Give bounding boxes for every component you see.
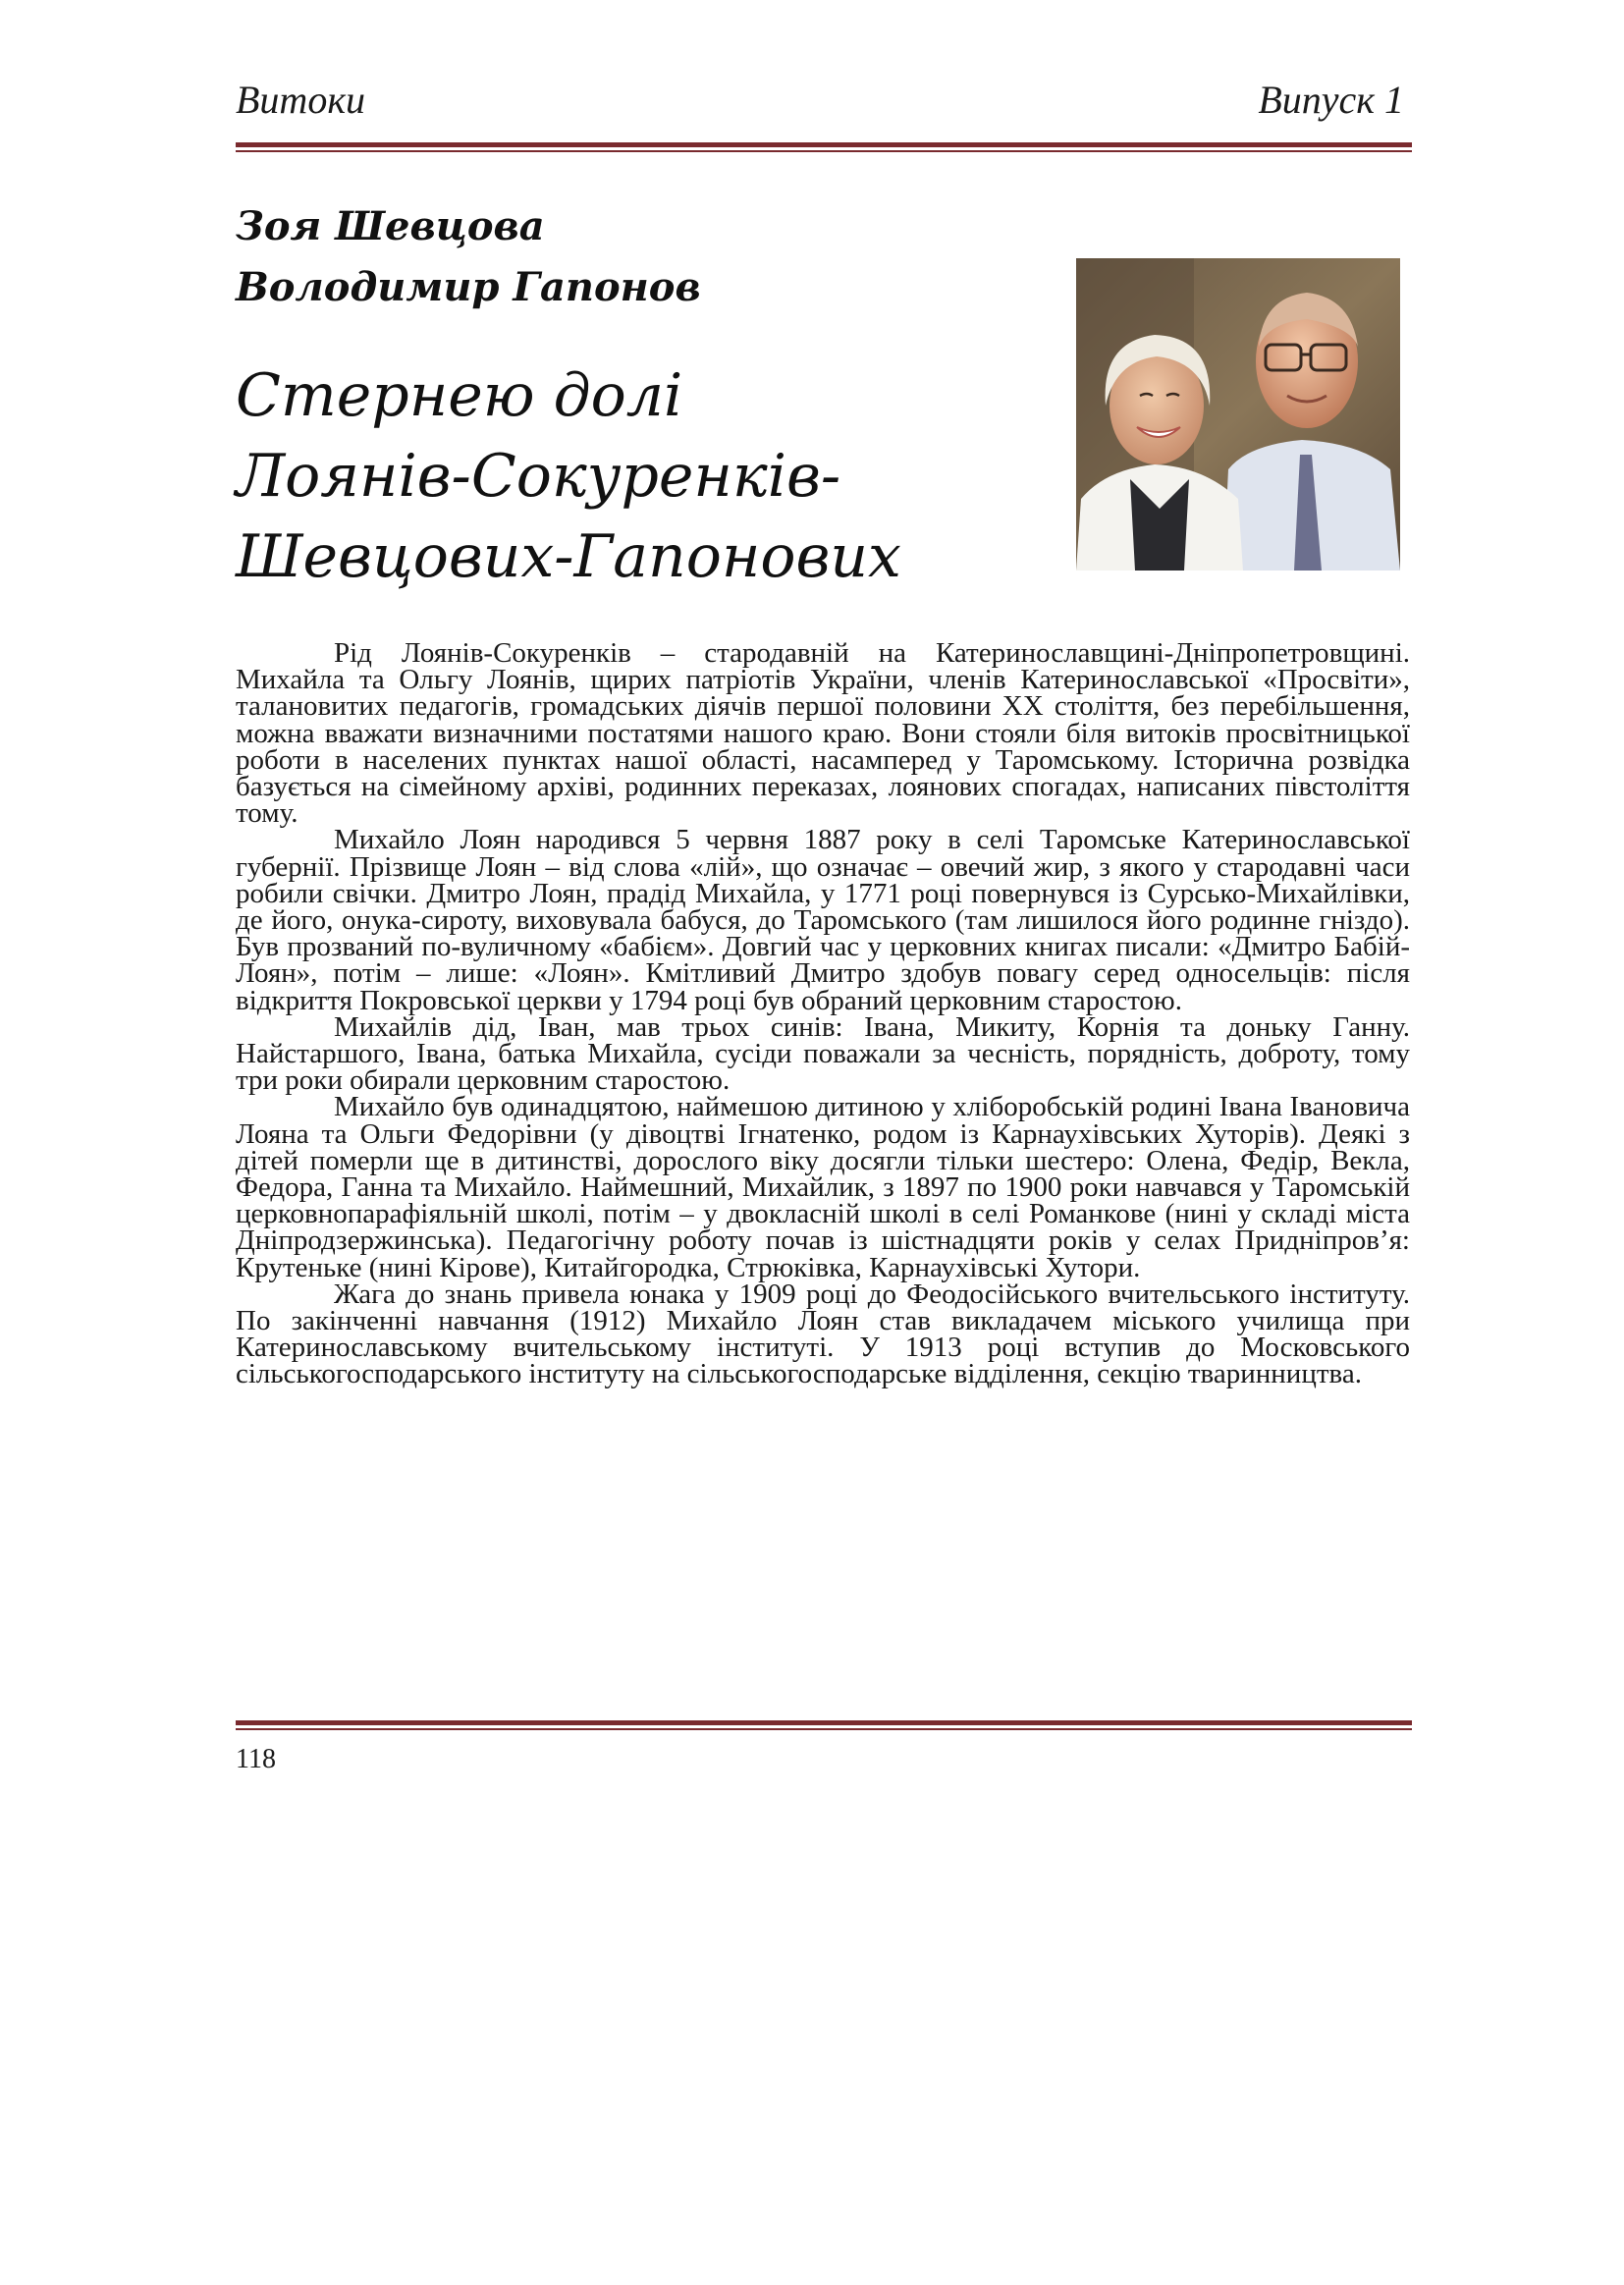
author-name: Зоя Шевцова bbox=[236, 203, 545, 249]
author-name: Володимир Гапонов bbox=[236, 264, 701, 310]
page-number: 118 bbox=[236, 1744, 276, 1774]
title-line: Шевцових-Гапонових bbox=[236, 522, 901, 591]
paragraph: Михайло був одинадцятою, наймешою дитиною у хліборобській родині Івана Івановича Лояна та Ольги Федорівни (у дівоцтві Ігнатенко, родом із Карнаухівських Хуторів). Деякі з дітей померли ще в дитинстві, дорослого віку досягли тільки шестеро: Олена, Федір, Векла, Федора, Ганна та Михайло. Наймешний, Михайлик, з 1897 по 1900 роки навчався у Таромській церковнопарафіяльній школі, потім – у двокласній школі в селі Романкове (нині у складі міста Дніпродзержинська). Педагогічну роботу почав із шістнадцяти років у селах Придніпров’я: Крутеньке (нині Кірове), Китайгородка, Стрюківка, Карнаухівські Хутори. bbox=[236, 1091, 1410, 1283]
paragraph: Рід Лоянів-Сокуренків – стародавній на Катеринославщині-Дніпропетровщині. Михайла та Ольгу Лоянів, щирих патріотів України, членів Катеринославської «Просвіти», талановитих педагогів, громадських діячів першої половини XX століття, без перебільшення, можна вважати визначними постатями нашого краю. Вони стояли біля витоків просвітницької роботи в населених пунктах нашої області, насамперед у Таромському. Історична розвідка базується на сімейному архіві, родинних переказах, лоянових спогадах, написаних півстоліття тому. bbox=[236, 637, 1410, 830]
header-rule bbox=[236, 142, 1412, 152]
footer-rule bbox=[236, 1720, 1412, 1730]
paragraph: Михайло Лоян народився 5 червня 1887 року в селі Таромське Катеринославської губернії. Прізвище Лоян – від слова «лій», що означає – овечий жир, з якого у стародавні часи робили свічки. Дмитро Лоян, прадід Михайла, у 1771 році повернувся із Сурсько-Михайлівки, де його, онука-сироту, виховувала бабуся, до Таромського (там лишилося його родинне гніздо). Був прозваний по-вуличному «бабієм». Довгий час у церковних книгах писали: «Дмитро Бабій-Лоян», потім – лише: «Лоян». Кмітливий Дмитро здобув повагу серед односельців: після відкриття Покровської церкви у 1794 році був обраний церковним старостою. bbox=[236, 824, 1410, 1016]
title-line: Стернею долі bbox=[236, 361, 683, 430]
issue-label: Випуск 1 bbox=[1258, 78, 1404, 122]
journal-title: Витоки bbox=[236, 78, 366, 122]
paragraph: Жага до знань привела юнака у 1909 році до Феодосійського вчительського інституту. По закінченні навчання (1912) Михайло Лоян став викладачем міського училища при Катеринославському вчительському інституті. У 1913 році вступив до Московського сільськогосподарського інституту на сільськогосподарське відділення, секцію тваринництва. bbox=[236, 1278, 1410, 1390]
article-body bbox=[236, 637, 1410, 1390]
article-title bbox=[236, 355, 962, 597]
title-line: Лоянів-Сокуренків- bbox=[236, 442, 841, 511]
author-photo bbox=[1076, 258, 1400, 571]
authors-block bbox=[236, 196, 701, 318]
paragraph: Михайлів дід, Іван, мав трьох синів: Івана, Микиту, Корнія та доньку Ганну. Найстаршого, Івана, батька Михайла, сусіди поважали за чесність, порядність, доброту, тому три роки обирали церковним старостою. bbox=[236, 1010, 1410, 1097]
